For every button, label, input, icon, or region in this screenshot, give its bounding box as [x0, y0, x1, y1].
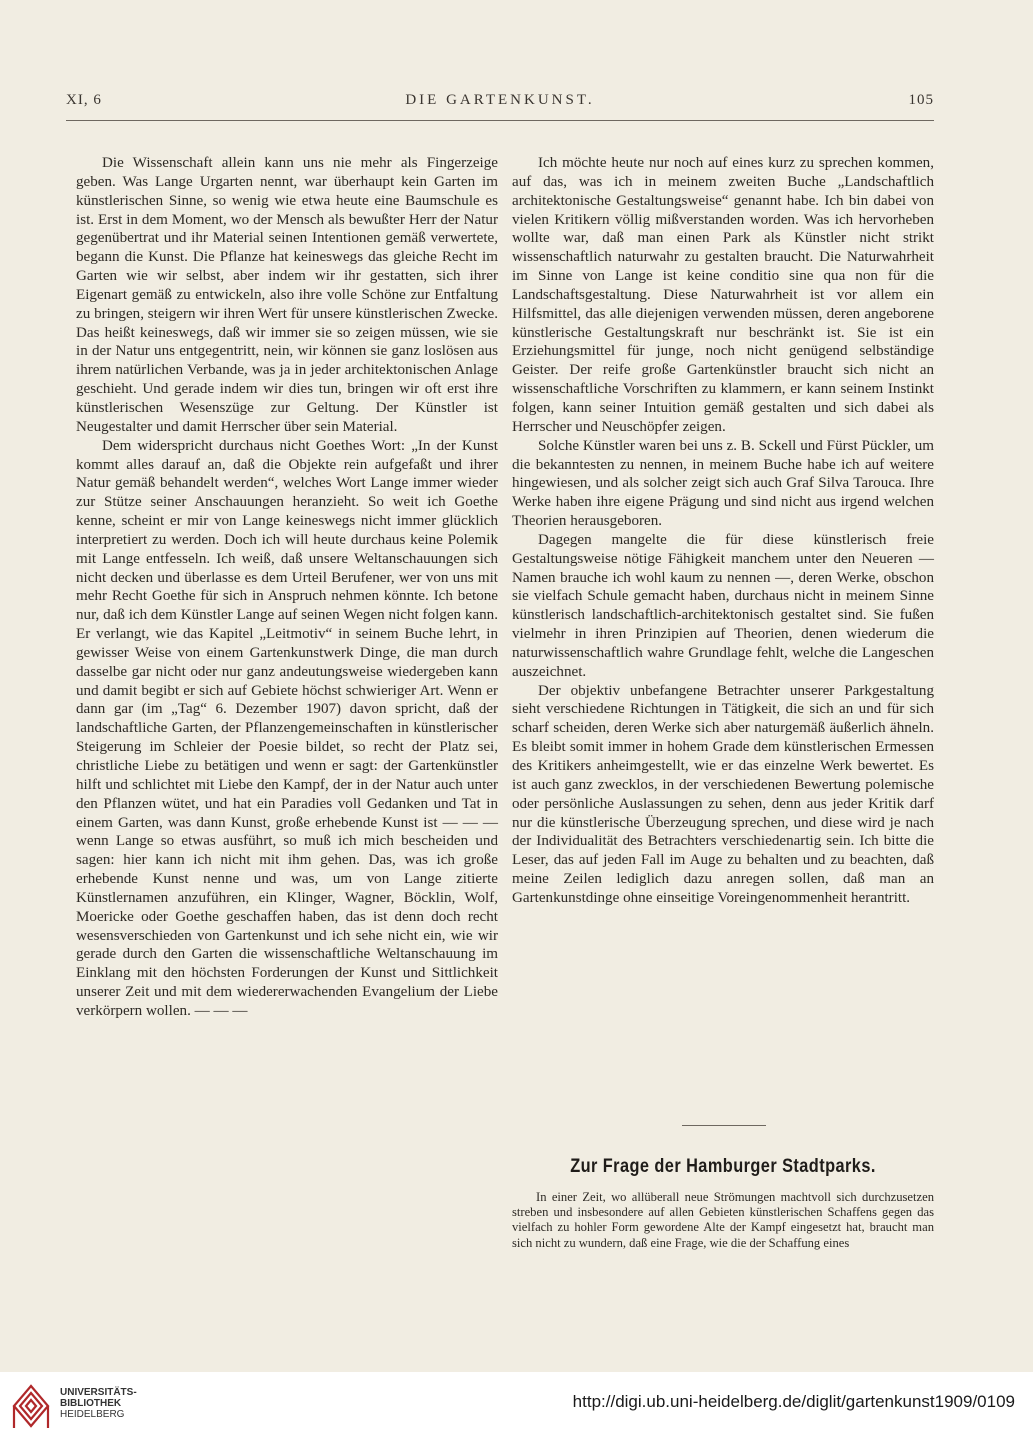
- journal-title: DIE GARTENKUNST.: [405, 92, 595, 108]
- right-column: [512, 154, 934, 908]
- logo-stroke: [20, 1393, 42, 1419]
- section-divider: [682, 1125, 766, 1126]
- volume-number: XI, 6: [66, 92, 102, 108]
- library-name-line: HEIDELBERG: [60, 1409, 125, 1420]
- article-title: Zur Frage der Hamburger Stadtparks.: [570, 1156, 876, 1177]
- left-column: [76, 154, 498, 1021]
- paragraph: Dagegen mangelte die für diese künstlerisch freie Gestaltungsweise nötige Fähigkeit manchem unter den Neueren — Namen brauche ich wohl kaum zu nennen —, deren Werke, obschon sie vielfach Schule gemacht haben, durchaus nicht in meinem Sinne künstlerisch landschaftlich-architektonisch gestaltet sind. Sie fußen vielmehr in ihren Prinzipien auf Theorien, denen wiederum die naturwissenschaftlich wahre Grundlage fehlt, welche die Langeschen auszeichnet.: [512, 531, 934, 680]
- paragraph: Der objektiv unbefangene Betrachter unserer Parkgestaltung sieht verschiedene Richtungen in Tätigkeit, die sich an und für sich scharf scheiden, deren Werke sich aber naturgemäß äußerlich ähneln. Es bleibt somit immer in hohem Grade dem künstlerischen Ermessen des Kritikers anheimgestellt, wie er das einzelne Werk bewertet. Es ist auch ganz zwecklos, in der verschiedenen Bewertung polemische oder persönliche Auslassungen zu sehen, denn aus jeder Kritik darf nur die künstlerische Überzeugung sprechen, und diese wird je nach der Individualität des Betrachters verschiedenartig sein. Ich bitte die Leser, das auf jeden Fall im Auge zu behalten und zu beachten, daß meine Zeilen lediglich dazu anregen sollen, daß man an Gartenkunstdinge ohne einseitige Voreingenommenheit herantritt.: [512, 682, 934, 906]
- running-header: [66, 92, 934, 116]
- paragraph: Ich möchte heute nur noch auf eines kurz zu sprechen kommen, auf das, was ich in meinem zweiten Buche „Landschaftlich architektonische Gestaltungsweise“ genannt habe. Ich bin dabei von vielen Kritikern völlig mißverstanden worden. Was ich hervorheben wollte war, daß man einen Park als Künstler nicht strikt wissenschaftlich naturwahr zu gestalten braucht. Die Naturwahrheit im Sinne von Lange ist keine conditio sine qua non für die Landschaftsgestaltung. Diese Naturwahrheit ist vor allem ein Hilfsmittel, das alle diejenigen verwenden müssen, deren angeborene künstlerische Gestaltungskraft nur beschränkt ist. Sie ist ein Erziehungsmittel für junge, noch nicht genügend selbständige Geister. Der reife große Gartenkünstler braucht sich nicht an wissenschaftliche Vorschriften zu klammern, er kann seinem Instinkt folgen, kann seiner Intuition gemäß gestalten und sich dabei als Herrscher und Neuschöpfer zeigen.: [512, 155, 934, 435]
- library-name: [60, 1387, 137, 1420]
- logo-stroke: [26, 1400, 36, 1412]
- university-library-logo: [10, 1380, 52, 1432]
- header-rule: [66, 120, 934, 121]
- footer-bar: [0, 1372, 1033, 1439]
- paragraph: Dem widerspricht durchaus nicht Goethes Wort: „In der Kunst kommt alles darauf an, daß die Objekte rein aufgefaßt und ihrer Natur gemäß behandelt werden“, welches Wort Lange immer wieder zur Stütze seiner Anschauungen heranzieht. So weit ich Goethe kenne, scheint er mir von Lange keineswegs nicht immer glücklich interpretiert zu werden. Doch ich will heute durchaus keine Polemik mit Lange entfesseln. Ich weiß, daß unsere Weltanschauungen sich nicht decken und überlasse es dem Urteil Berufener, wer von uns mit mehr Recht Goethe für sich in Anspruch nehmen könnte. Ich betone nur, daß ich dem Künstler Lange auf seinen Wegen nicht folgen kann. Er verlangt, wie das Kapitel „Leitmotiv“ in seinem Buche lehrt, in gewisser Weise von einem Gartenkunstwerk Dinge, die man durch dasselbe gar nicht oder nur ganz andeutungsweise wiedergeben kann und damit begibt er sich auf Gebiete höchst schwieriger Art. Wenn er dann gar (im „Tag“ 6. Dezember 1907) davon spricht, daß der landschaftliche Garten, der Pflanzengemeinschaften in künstlerischer Steigerung im Schleier der Poesie bildet, so recht der Platz sei, christliche Liebe zu betätigen und wenn er sagt: der Gartenkünstler hilft und schlichtet mit Liebe den Kampf, der in der Natur auch unter den Pflanzen wütet, und hat ein Paradies voll Gedanken und Tat in einem Garten, was dann Kunst, große erhebende Kunst ist — — — wenn Lange so etwas ausführt, so muß ich mich bescheiden und sagen: hier kann ich nicht mit ihm gehen. Das, was ich große erhebende Kunst nenne und was, um von Lange zitierte Künstlernamen anzuführen, ein Klinger, Wagner, Böcklin, Wolf, Moericke oder Goethe geschaffen haben, das ist denn doch recht wesensverschieden von Gartenkunst und ich sehe nicht ein, wie wir gerade durch den Garten die wissenschaftliche Weltanschauung im Einklang mit den höchsten Forderungen der Kunst und Sittlichkeit unserer Zeit und mit dem wiedererwachenden Evangelium der Liebe verkörpern wollen. — — —: [76, 437, 498, 1019]
- article-lead: [512, 1190, 934, 1251]
- page-number: 105: [908, 92, 934, 108]
- paragraph: Die Wissenschaft allein kann uns nie mehr als Fingerzeige geben. Was Lange Urgarten nennt, war überhaupt kein Garten im künstlerischen Sinne, so wenig wie etwa heute eine Baumschule es ist. Erst in dem Moment, wo der Mensch als bewußter Herr der Natur gegenübertrat und ihr Material seinen Intentionen gemäß verwertete, begann die Kunst. Die Pflanze hat keineswegs das gleiche Recht im Garten wie wir selbst, aber indem wir ihr gestatten, sich ihrer Eigenart gemäß zu entwickeln, also ihre volle Schöne zur Entfaltung zu bringen, steigern wir ihren Wert für unsere künstlerischen Zwecke. Das heißt keineswegs, daß wir immer sie so zeigen müssen, wie sie in der Natur uns entgegentritt, nein, wir können sie ganz loslösen aus ihrem natürlichen Verbande, was ja in jeder architektonischen Anlage geschieht. Und gerade indem wir dies tun, bringen wir oft erst ihre künstlerischen Wesenszüge zur Geltung. Der Künstler ist Neugestalter und damit Herrscher über sein Material.: [76, 155, 498, 435]
- library-name-line: BIBLIOTHEK: [60, 1398, 122, 1409]
- paragraph: In einer Zeit, wo allüberall neue Strömungen machtvoll sich durchzusetzen streben und insbesondere auf allen Gebieten künstlerischen Schaffens gegen das vielfach zu hohler Form gewordene Alte der Kampf eingesetzt hat, braucht man sich nicht zu wundern, daß eine Frage, wie die der Schaffung eines: [512, 1190, 934, 1250]
- source-url-link[interactable]: http://digi.ub.uni-heidelberg.de/diglit/gartenkunst1909/0109: [572, 1392, 1015, 1411]
- paragraph: Solche Künstler waren bei uns z. B. Sckell und Fürst Pückler, um die bekanntesten zu nennen, in meinem Buche habe ich auf weitere hingewiesen, und als solcher zeigt sich auch Graf Silva Tarouca. Ihre Werke haben ihre eigene Prägung und sind nicht aus irgend welchen Theorien herausgeboren.: [512, 437, 934, 530]
- library-name-line: UNIVERSITÄTS-: [60, 1387, 137, 1398]
